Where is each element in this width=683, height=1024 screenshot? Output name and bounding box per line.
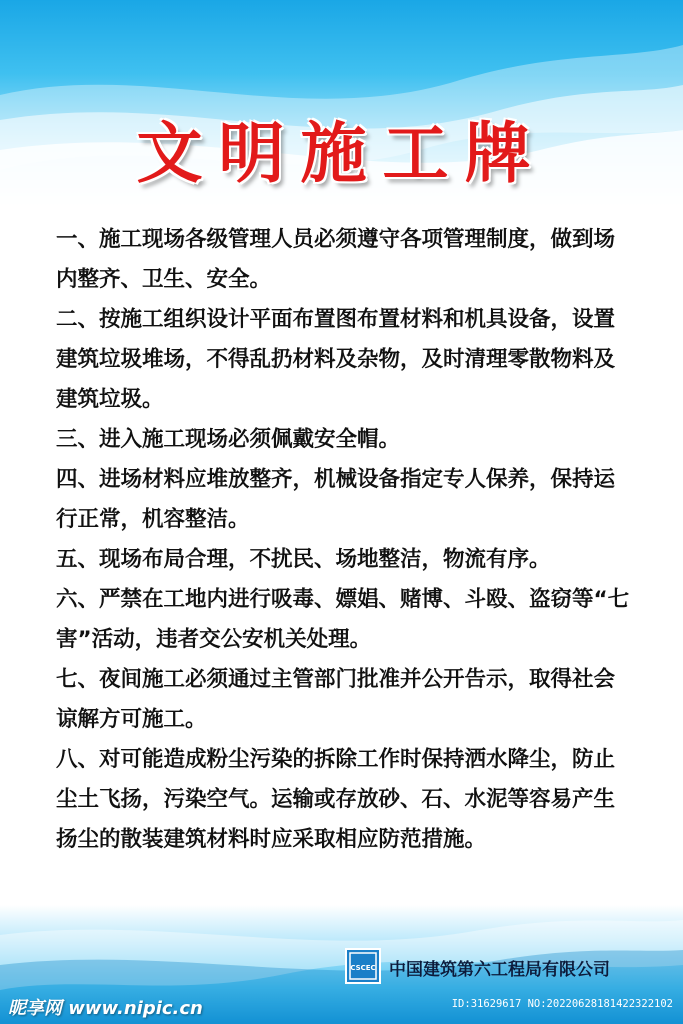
rule-4: 四、进场材料应堆放整齐，机械设备指定专人保养，保持运行正常，机容整洁。 — [56, 467, 616, 532]
image-id-label: ID:31629617 NO:20220628181422322102 — [451, 998, 673, 1010]
rule-2: 二、按施工组织设计平面布置图布置材料和机具设备，设置建筑垃圾堆场，不得乱扔材料及杂物，及时清理零散物料及建筑垃圾。 — [56, 307, 616, 412]
site-watermark: 昵享网 www.nipic.cn — [8, 998, 203, 1019]
rule-8: 八、对可能造成粉尘污染的拆除工作时保持洒水降尘，防止尘土飞扬，污染空气。运输或存放砂、石、水泥等容易产生扬尘的散装建筑材料时应采取相应防范措施。 — [56, 747, 616, 852]
sign-title: 文明施工牌 — [136, 114, 547, 192]
rules-list — [56, 220, 636, 860]
rule-5: 五、现场布局合理，不扰民、场地整洁，物流有序。 — [56, 547, 551, 572]
rule-1: 一、施工现场各级管理人员必须遵守各项管理制度，做到场内整齐、卫生、安全。 — [56, 227, 616, 292]
rule-3: 三、进入施工现场必须佩戴安全帽。 — [56, 427, 401, 452]
rule-7: 七、夜间施工必须通过主管部门批准并公开告示，取得社会谅解方可施工。 — [56, 667, 616, 732]
svg-text:CSCEC: CSCEC — [350, 964, 376, 972]
cscec-logo-icon — [345, 948, 381, 984]
rule-6: 六、严禁在工地内进行吸毒、嫖娼、赌博、斗殴、盗窃等“七害”活动，违者交公安机关处理。 — [56, 587, 630, 652]
company-brand — [345, 948, 670, 990]
company-name: 中国建筑第六工程局有限公司 — [389, 960, 610, 980]
